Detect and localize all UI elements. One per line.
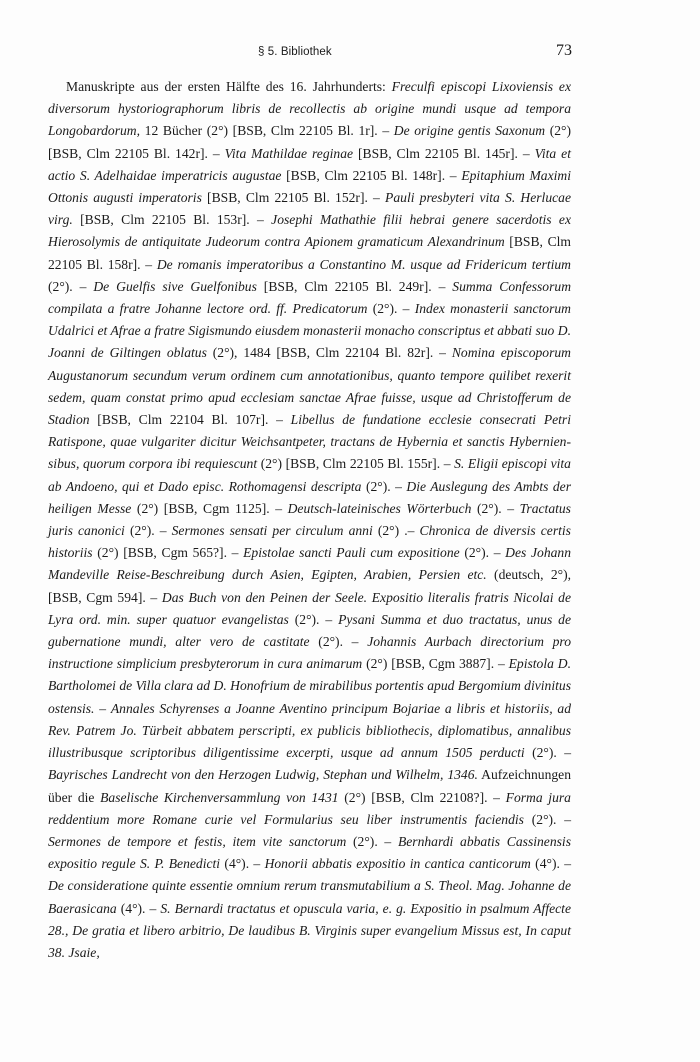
italic-title-run: Annales Schyrenses a Joanne Aventino principum Bojariae a libris et historiis, ad Rev. Patrem Jo. Türbeit abbatem perscripti, ex publicis bibliothecis, diplomatibus, annalibus illustribusque scriptoribus diligentissime excerpti, usque ad annum 1505 perducti xyxy=(48,700,571,761)
text-run: (4°). – xyxy=(530,856,571,872)
text-run: (2°) .– xyxy=(372,523,420,539)
text-run: (2°), 1484 [BSB, Clm 22104 Bl. 82r]. – xyxy=(206,345,452,361)
italic-title-run: Epitaphium Maximi Ottonis augusti imperatoris xyxy=(48,167,571,206)
text-run: (2°). – xyxy=(309,634,368,650)
italic-title-run: Das Buch von den Peinen der Seele. Expositio literalis fratris Nicolai de Lyra ord. min. super quatuor evangelistas xyxy=(48,589,571,627)
text-run: [BSB, Clm 22104 Bl. 107r]. – xyxy=(89,412,291,428)
italic-title-run: Bayrisches Landrecht von den Herzogen Ludwig, Stephan und Wilhelm, 1346. xyxy=(48,767,478,783)
text-run: (2°). – xyxy=(471,500,520,516)
body-text xyxy=(48,76,571,964)
text-run: (2°). – xyxy=(288,611,339,627)
italic-title-run: Pysani Summa et duo tractatus, unus de gubernatione mundi, alter vero de castitate xyxy=(48,611,572,650)
italic-title-run: De Guelfis sive Guelfonibus xyxy=(93,278,257,294)
italic-title-run: Chronica de diversis certis historiis xyxy=(48,523,571,561)
text-run: (2°). – xyxy=(124,523,172,539)
text-run: (4°). – xyxy=(116,900,161,916)
italic-title-run: De romanis imperatoribus a Constantino M. usque ad Fridericum tertium xyxy=(156,256,571,272)
text-run: Manuskripte aus der ersten Hälfte des 16. Jahrhunderts: xyxy=(66,79,392,94)
text-run: [BSB, Clm 22105 Bl. 145r]. – xyxy=(353,145,535,161)
italic-title-run: Vita et actio S. Adelhaidae imperatricis augustae xyxy=(48,145,571,183)
italic-title-run: Pauli presbyteri vita S. Herlucae virg. xyxy=(48,190,571,228)
paragraph xyxy=(48,76,571,964)
text-run: (2°) [BSB, Cgm 1125]. – xyxy=(131,500,288,516)
text-run: (2°) [BSB, Clm 22108?]. – xyxy=(338,789,506,805)
italic-title-run: Bernhardi abbatis Cassinensis expositio regule S. P. Benedicti xyxy=(48,833,571,872)
italic-title-run: Nomina episcoporum Augustanorum secundum verum ordinem cum annotationibus, quanto tempore quilibet rexerit sedem, quam constat primo apud ecclesiam sanctae Afrae fuisse, usque ad Christofferum de Stadion xyxy=(48,345,571,428)
text-run: – xyxy=(94,700,111,716)
italic-title-run: S. Eligii episcopi vita ab Andoeno, qui et Dado episc. Rothomagensi descripta xyxy=(48,456,571,494)
italic-title-run: Honorii abbatis expositio in cantica canticorum xyxy=(264,856,531,872)
text-run: (2°) [BSB, Clm 22105 Bl. 142r]. – xyxy=(48,123,571,161)
italic-title-run: De origine gentis Saxonum xyxy=(393,123,546,139)
italic-title-run: Die Auslegung des Ambts der heiligen Messe xyxy=(48,478,572,516)
italic-title-run: Des Johann Mandeville Reise-Beschreibung durch Asien, Egipten, Arabien, Persien etc. xyxy=(48,545,572,583)
text-run: (2°) [BSB, Cgm 565?]. – xyxy=(92,545,244,561)
italic-title-run: Index monasterii sanctorum Udalrici et Afrae a fratre Sigismundo eiusdem monasterii monacho conscriptus et abbati suo D. Joanni de Giltingen oblatus xyxy=(48,301,571,361)
text-run: (2°). – xyxy=(48,278,94,294)
italic-title-run: Deutsch-lateinisches Wörterbuch xyxy=(287,500,472,516)
text-run: [BSB, Clm 22105 Bl. 153r]. – xyxy=(72,212,272,228)
italic-title-run: Epistolae sancti Pauli cum expositione xyxy=(243,545,460,561)
running-head xyxy=(250,42,572,60)
italic-title-run: Libellus de fundatione ecclesie consecrati Petri Ratispone, quae vulgariter dicitur Weichsantpeter, tractans de Hybernia et sanctis Hyberniensibus, quorum corpora ibi requiescunt xyxy=(48,412,571,472)
text-run: Aufzeichnungen über die xyxy=(48,767,571,805)
page-number: 73 xyxy=(556,42,572,59)
text-run: (2°). – xyxy=(361,478,407,494)
text-run: (2°). – xyxy=(367,301,415,317)
text-run: [BSB, Clm 22105 Bl. 249r]. – xyxy=(256,278,453,294)
text-run: 12 Bücher (2°) [BSB, Clm 22105 Bl. 1r]. – xyxy=(140,123,394,139)
italic-title-run: Forma jura reddentium more Romane curie vel Formularius seu liber instrumentis faciendis xyxy=(48,789,571,827)
italic-title-run: Josephi Mathathie filii hebrai genere sacerdotis ex Hierosolymis de antiquitate Judeorum contra Apionem gramaticum Alexandrinum xyxy=(48,212,571,250)
italic-title-run: Sermones de tempore et festis, item vite sanctorum xyxy=(48,833,347,849)
text-run: (2°). – xyxy=(346,833,398,849)
italic-title-run: Freculfi episcopi Lixoviensis ex diversorum hystoriographorum libris de recollectis ab origine mundi usque ad tempora Longobardorum, xyxy=(48,79,572,139)
italic-title-run: Johannis Aurbach directorium pro instructione simplicium presbyterorum in cura animarum xyxy=(48,634,572,672)
italic-title-run: Tractatus juris canonici xyxy=(48,500,571,539)
text-run: (2°). – xyxy=(459,545,506,561)
text-run: (2°) [BSB, Clm 22105 Bl. 155r]. – xyxy=(257,456,455,472)
italic-title-run: Sermones sensati per circulum anni xyxy=(171,523,373,539)
italic-title-run: De consideratione quinte essentie omnium rerum transmutabilium a S. Theol. Mag. Johanne de Baerasicana xyxy=(48,878,571,916)
text-run: (2°). – xyxy=(524,745,571,761)
section-title: § 5. Bibliothek xyxy=(258,46,332,58)
italic-title-run: S. Bernardi tractatus et opuscula varia, e. g. Expositio in psalmum Affecte 28., De gratia et libero arbitrio, De laudibus B. Virginis super evangelium Missus est, In caput 38. Jsaie, xyxy=(48,900,571,960)
text-run: [BSB, Clm 22105 Bl. 152r]. – xyxy=(201,190,386,206)
text-run: (2°). – xyxy=(523,811,572,827)
text-run: (deutsch, 2°), [BSB, Cgm 594]. – xyxy=(48,567,571,605)
text-run: [BSB, Clm 22105 Bl. 158r]. – xyxy=(48,234,571,272)
italic-title-run: Vita Mathildae reginae xyxy=(224,145,354,161)
text-run: [BSB, Clm 22105 Bl. 148r]. – xyxy=(281,167,462,183)
text-run: (2°) [BSB, Cgm 3887]. – xyxy=(362,656,509,672)
italic-title-run: Epistola D. Bartholomei de Villa clara ad D. Honofrium de mirabilibus portentis apud Bergomium divinitus ostensis. xyxy=(48,656,571,716)
text-run: (4°). – xyxy=(220,856,265,872)
italic-title-run: Summa Confessorum compilata a fratre Johanne lectore ord. ff. Predicatorum xyxy=(48,278,572,317)
italic-title-run: Baselische Kirchenversammlung von 1431 xyxy=(100,789,339,805)
